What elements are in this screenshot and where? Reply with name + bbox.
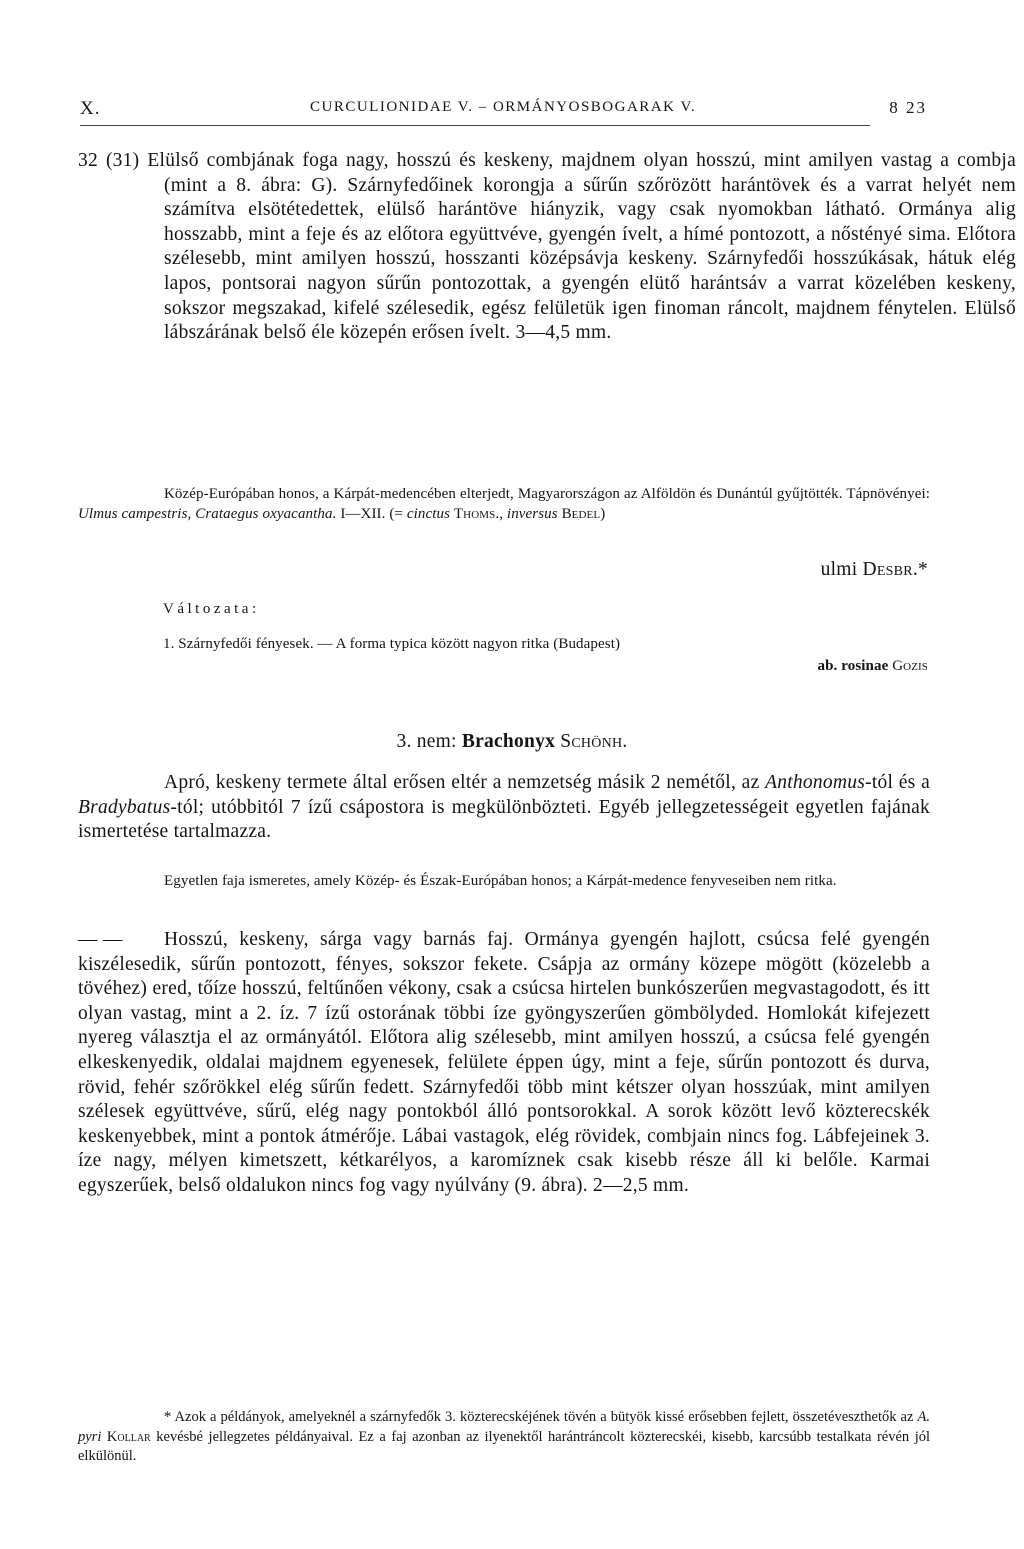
variety-author: Gozis	[892, 658, 928, 674]
variety-item-text: 1. Szárnyfedői fényesek. — A forma typica között nagyon ritka (Budapest)	[163, 636, 621, 652]
genus-anthonomus: Anthonomus	[765, 772, 866, 793]
page-number: 8 23	[889, 98, 927, 117]
genus-name: Brachonyx	[461, 731, 556, 752]
key-entry-number: 32 (31)	[78, 150, 140, 171]
genus-heading	[0, 730, 1024, 755]
variety-name: ab. rosinae	[817, 658, 889, 674]
footnote	[78, 1408, 930, 1467]
key-entry-text: Elülső combjának foga nagy, hosszú és keskeny, majdnem olyan hosszú, mint amilyen vastag a combja (mint a 8. ábra: G). Szárnyfedőinek korongja a sűrűn szőrözött harántövek és a varrat helyét nem számítva elsötétedettek, elülső harántöve hiányzik, vagy csak nyomokban látható. Ormánya alig hosszabb, mint a feje és az előtora együttvéve, gyengén ívelt, a hímé pontozott, a nőstényé sima. Előtora szélesebb, mint amilyen hosszú, hosszanti középsávja keskeny. Szárnyfedői hosszúkásak, hátuk elég lapos, pontsorai nagyon sűrűn pontozottak, a gyengén elütő harántsáv a varrat közelében keskeny, sokszor megszakad, kifelé szélesedik, egész felületük igen finoman ráncolt, majdnem fénytelen. Elülső lábszárának belső éle közepén erősen ívelt. 3—4,5 mm.	[147, 150, 1016, 344]
synonym-author-thoms: Thoms.	[453, 506, 500, 522]
genus-author: Schönh.	[560, 731, 628, 752]
varieties-label: Változata:	[163, 601, 260, 617]
footnote-species: A. pyri	[78, 1409, 930, 1445]
species-name: ulmi	[820, 559, 858, 580]
genus-bradybatus: Bradybatus	[78, 796, 171, 818]
synonym-author-bedel: Bedel	[561, 506, 601, 522]
genus-desc-part: -tól és a	[865, 772, 930, 793]
key-entry-32	[78, 149, 1016, 346]
genus-desc-part: Apró, keskeny termete által erősen eltér a nemzetség másik 2 nemétől, az	[164, 772, 766, 793]
genus-desc-part: -tól; utóbbitól 7 ízű csápostora is megkülönbözteti. Egyéb jellegzetességeit egyetlen fajának ismertetése tartalmazza.	[78, 796, 930, 843]
species-author: Desbr.*	[862, 559, 928, 580]
genus-prefix: 3. nem:	[396, 731, 462, 752]
header-rule	[80, 125, 870, 126]
running-header	[80, 96, 927, 122]
distribution-note	[78, 484, 930, 524]
genus-description	[78, 771, 930, 845]
species-dashes: — —	[78, 929, 123, 950]
species-description	[78, 928, 930, 1199]
genus-note: Egyetlen faja ismeretes, amely Közép- és Észak-Európában honos; a Kárpát-medence fenyveseiben nem ritka.	[164, 873, 837, 889]
footnote-text: kevésbé jellegzetes példányaival. Ez a faj azonban az ilyenektől harántráncolt közterecskéi, kisebb, karcsúbb testalkata révén jól elkülönül.	[78, 1428, 931, 1464]
species-name-line	[821, 558, 928, 583]
footnote-author: Kollar	[106, 1428, 151, 1445]
synonym-separator: ,	[499, 506, 507, 522]
footnote-text: * Azok a példányok, amelyeknél a szárnyfedők 3. közterecskéjének tövén a bütyök kissé erősebben fejlett, összetéveszthetők az	[164, 1409, 918, 1425]
synonym-cinctus: cinctus	[406, 506, 451, 522]
running-title: CURCULIONIDAE V. – ORMÁNYOSBOGARAK V.	[310, 99, 697, 115]
synonym-inversus: inversus	[506, 506, 558, 522]
chapter-number: X.	[80, 98, 101, 119]
variety-item-name-line	[818, 656, 928, 676]
synonym-close: )	[600, 506, 606, 522]
distribution-text: Közép-Európában honos, a Kárpát-medencében elterjedt, Magyarországon az Alföldön és Dunántúl gyűjtötték. Tápnövényei:	[164, 486, 930, 502]
activity-months: I—XII. (=	[336, 506, 407, 522]
species-desc-text: Hosszú, keskeny, sárga vagy barnás faj. Ormánya gyengén hajlott, csúcsa felé gyengén kiszélesedik, sűrűn pontozott, fényes, sokszor fekete. Csápja az ormány közepe mögött (közelebb a tövéhez) ered, tőíze hosszú, feltűnően vékony, csak a csúcsa hirtelen bunkószerűen megvastagodott, és itt olyan vastag, mint a 2. íz. 7 ízű ostorának többi íze gyöngyszerűen gömbölyded. Homlokát kifejezett nyereg választja el az ormányától. Előtora alig szélesebb, mint amilyen hosszú, a csúcsa felé gyengén elkeskenyedik, oldalai majdnem egyenesek, felülete éppen úgy, mint a feje, sűrűn pontozott és durva, rövid, fehér szőrökkel elég sűrűn fedett. Szárnyfedői több mint kétszer olyan hosszúak, mint amilyen szélesek együttvéve, sűrű, elég nagy pontokból álló pontsorokkal. A sorok között levő közterecskék keskenyebbek, mint a pontok átmérője. Lábai vastagok, elég rövidek, combjain nincs fog. Lábfejeinek 3. íze nagy, mélyen kimetszett, kétkarélyos, a karomíznek csak kisebb része áll ki belőle. Karmai egyszerűek, belső oldalukon nincs fog vagy nyúlvány (9. ábra). 2—2,5 mm.	[78, 929, 930, 1196]
host-plants: Ulmus campestris, Crataegus oxyacantha.	[78, 506, 337, 522]
